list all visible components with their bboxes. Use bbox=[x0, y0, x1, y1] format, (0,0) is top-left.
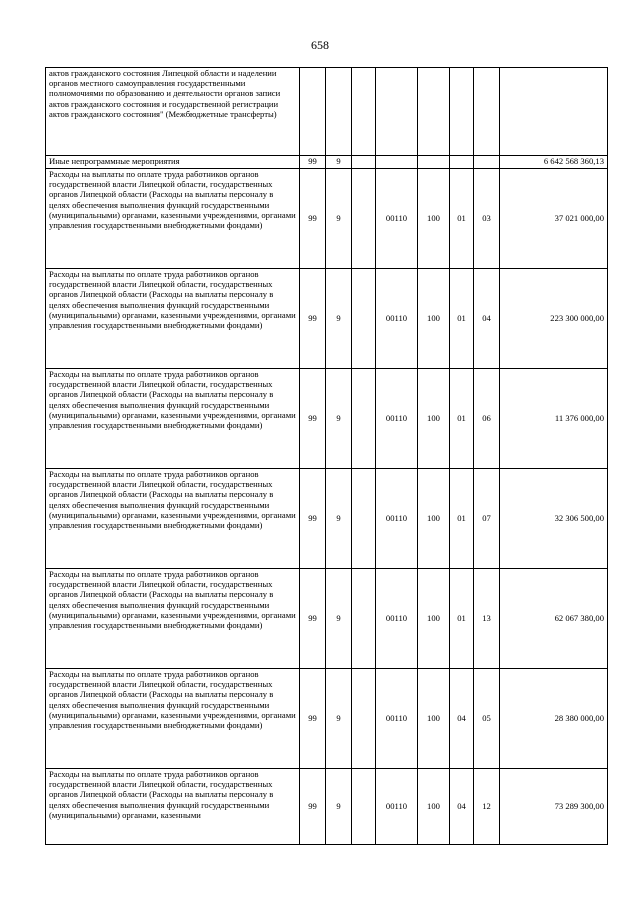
cell-empty bbox=[352, 269, 376, 369]
row-description: Иные непрограммные мероприятия bbox=[46, 156, 300, 169]
cell-subsection: 06 bbox=[474, 369, 500, 469]
cell-amount: 11 376 000,00 bbox=[500, 369, 608, 469]
row-description: Расходы на выплаты по оплате труда работников органов государственной власти Липецкой области, государственных органов Липецкой области (Расходы на выплаты персоналу в целях обеспечения выполнения функций государственными (муниципальными) органами, казенными учреждениями, органами управления государственными внебюджетными фондами) bbox=[46, 169, 300, 269]
cell-amount bbox=[500, 68, 608, 156]
row-description: Расходы на выплаты по оплате труда работников органов государственной власти Липецкой области, государственных органов Липецкой области (Расходы на выплаты персоналу в целях обеспечения выполнения функций государственными (муниципальными) органами, казенными учреждениями, органами управления государственными внебюджетными фондами) bbox=[46, 569, 300, 669]
page-number: 658 bbox=[311, 38, 329, 52]
table-row bbox=[46, 469, 608, 569]
cell-section: 01 bbox=[450, 469, 474, 569]
row-description: Расходы на выплаты по оплате труда работников органов государственной власти Липецкой области, государственных органов Липецкой области (Расходы на выплаты персоналу в целях обеспечения выполнения функций государственными (муниципальными) органами, казенными учреждениями, органами управления государственными внебюджетными фондами) bbox=[46, 669, 300, 769]
cell-subprogram: 9 bbox=[326, 469, 352, 569]
cell-expense-type: 100 bbox=[418, 569, 450, 669]
cell-empty bbox=[352, 68, 376, 156]
cell-program: 99 bbox=[300, 169, 326, 269]
cell-program: 99 bbox=[300, 669, 326, 769]
cell-direction: 00110 bbox=[376, 669, 418, 769]
cell-subprogram: 9 bbox=[326, 269, 352, 369]
cell-expense-type bbox=[418, 68, 450, 156]
cell-section: 01 bbox=[450, 269, 474, 369]
row-description: актов гражданского состояния Липецкой области и наделении органов местного самоуправления государственными полномочиями по образованию и деятельности органов записи актов гражданского состояния и государственной регистрации актов гражданского состояния" (Межбюджетные трансферты) bbox=[46, 68, 300, 156]
cell-amount: 32 306 500,00 bbox=[500, 469, 608, 569]
table-row bbox=[46, 68, 608, 156]
cell-program: 99 bbox=[300, 269, 326, 369]
cell-direction bbox=[376, 156, 418, 169]
cell-direction: 00110 bbox=[376, 569, 418, 669]
row-description: Расходы на выплаты по оплате труда работников органов государственной власти Липецкой области, государственных органов Липецкой области (Расходы на выплаты персоналу в целях обеспечения выполнения функций государственными (муниципальными) органами, казенными bbox=[46, 769, 300, 845]
table-row bbox=[46, 769, 608, 845]
cell-program: 99 bbox=[300, 469, 326, 569]
cell-section: 01 bbox=[450, 169, 474, 269]
cell-subprogram: 9 bbox=[326, 769, 352, 845]
table-row bbox=[46, 156, 608, 169]
cell-subsection: 07 bbox=[474, 469, 500, 569]
cell-subsection: 04 bbox=[474, 269, 500, 369]
table-row bbox=[46, 369, 608, 469]
cell-subsection: 13 bbox=[474, 569, 500, 669]
cell-empty bbox=[352, 469, 376, 569]
cell-subsection bbox=[474, 68, 500, 156]
cell-direction: 00110 bbox=[376, 769, 418, 845]
row-description: Расходы на выплаты по оплате труда работников органов государственной власти Липецкой области, государственных органов Липецкой области (Расходы на выплаты персоналу в целях обеспечения выполнения функций государственными (муниципальными) органами, казенными учреждениями, органами управления государственными внебюджетными фондами) bbox=[46, 269, 300, 369]
cell-subprogram bbox=[326, 68, 352, 156]
cell-amount: 62 067 380,00 bbox=[500, 569, 608, 669]
cell-subsection: 03 bbox=[474, 169, 500, 269]
cell-program: 99 bbox=[300, 769, 326, 845]
cell-empty bbox=[352, 169, 376, 269]
cell-empty bbox=[352, 569, 376, 669]
cell-direction: 00110 bbox=[376, 469, 418, 569]
row-description: Расходы на выплаты по оплате труда работников органов государственной власти Липецкой области, государственных органов Липецкой области (Расходы на выплаты персоналу в целях обеспечения выполнения функций государственными (муниципальными) органами, казенными учреждениями, органами управления государственными внебюджетными фондами) bbox=[46, 469, 300, 569]
cell-empty bbox=[352, 156, 376, 169]
cell-section bbox=[450, 68, 474, 156]
cell-empty bbox=[352, 769, 376, 845]
cell-empty bbox=[352, 669, 376, 769]
cell-direction: 00110 bbox=[376, 269, 418, 369]
cell-subprogram: 9 bbox=[326, 156, 352, 169]
row-description: Расходы на выплаты по оплате труда работников органов государственной власти Липецкой области, государственных органов Липецкой области (Расходы на выплаты персоналу в целях обеспечения выполнения функций государственными (муниципальными) органами, казенными учреждениями, органами управления государственными внебюджетными фондами) bbox=[46, 369, 300, 469]
cell-subsection bbox=[474, 156, 500, 169]
cell-subsection: 05 bbox=[474, 669, 500, 769]
cell-expense-type: 100 bbox=[418, 369, 450, 469]
cell-program: 99 bbox=[300, 569, 326, 669]
cell-section: 04 bbox=[450, 669, 474, 769]
cell-section: 01 bbox=[450, 569, 474, 669]
table-row bbox=[46, 269, 608, 369]
cell-expense-type: 100 bbox=[418, 169, 450, 269]
cell-direction: 00110 bbox=[376, 369, 418, 469]
cell-amount: 223 300 000,00 bbox=[500, 269, 608, 369]
cell-expense-type: 100 bbox=[418, 669, 450, 769]
cell-amount: 28 380 000,00 bbox=[500, 669, 608, 769]
cell-program bbox=[300, 68, 326, 156]
cell-expense-type: 100 bbox=[418, 269, 450, 369]
cell-empty bbox=[352, 369, 376, 469]
cell-expense-type: 100 bbox=[418, 469, 450, 569]
table-row bbox=[46, 669, 608, 769]
cell-section bbox=[450, 156, 474, 169]
cell-program: 99 bbox=[300, 156, 326, 169]
cell-amount: 6 642 568 360,13 bbox=[500, 156, 608, 169]
cell-section: 01 bbox=[450, 369, 474, 469]
cell-expense-type bbox=[418, 156, 450, 169]
table-row bbox=[46, 169, 608, 269]
cell-program: 99 bbox=[300, 369, 326, 469]
cell-subprogram: 9 bbox=[326, 369, 352, 469]
budget-table bbox=[45, 67, 608, 845]
cell-expense-type: 100 bbox=[418, 769, 450, 845]
cell-amount: 37 021 000,00 bbox=[500, 169, 608, 269]
table-row bbox=[46, 569, 608, 669]
cell-subprogram: 9 bbox=[326, 669, 352, 769]
cell-amount: 73 289 300,00 bbox=[500, 769, 608, 845]
cell-subprogram: 9 bbox=[326, 169, 352, 269]
cell-subprogram: 9 bbox=[326, 569, 352, 669]
cell-section: 04 bbox=[450, 769, 474, 845]
cell-direction bbox=[376, 68, 418, 156]
cell-direction: 00110 bbox=[376, 169, 418, 269]
cell-subsection: 12 bbox=[474, 769, 500, 845]
